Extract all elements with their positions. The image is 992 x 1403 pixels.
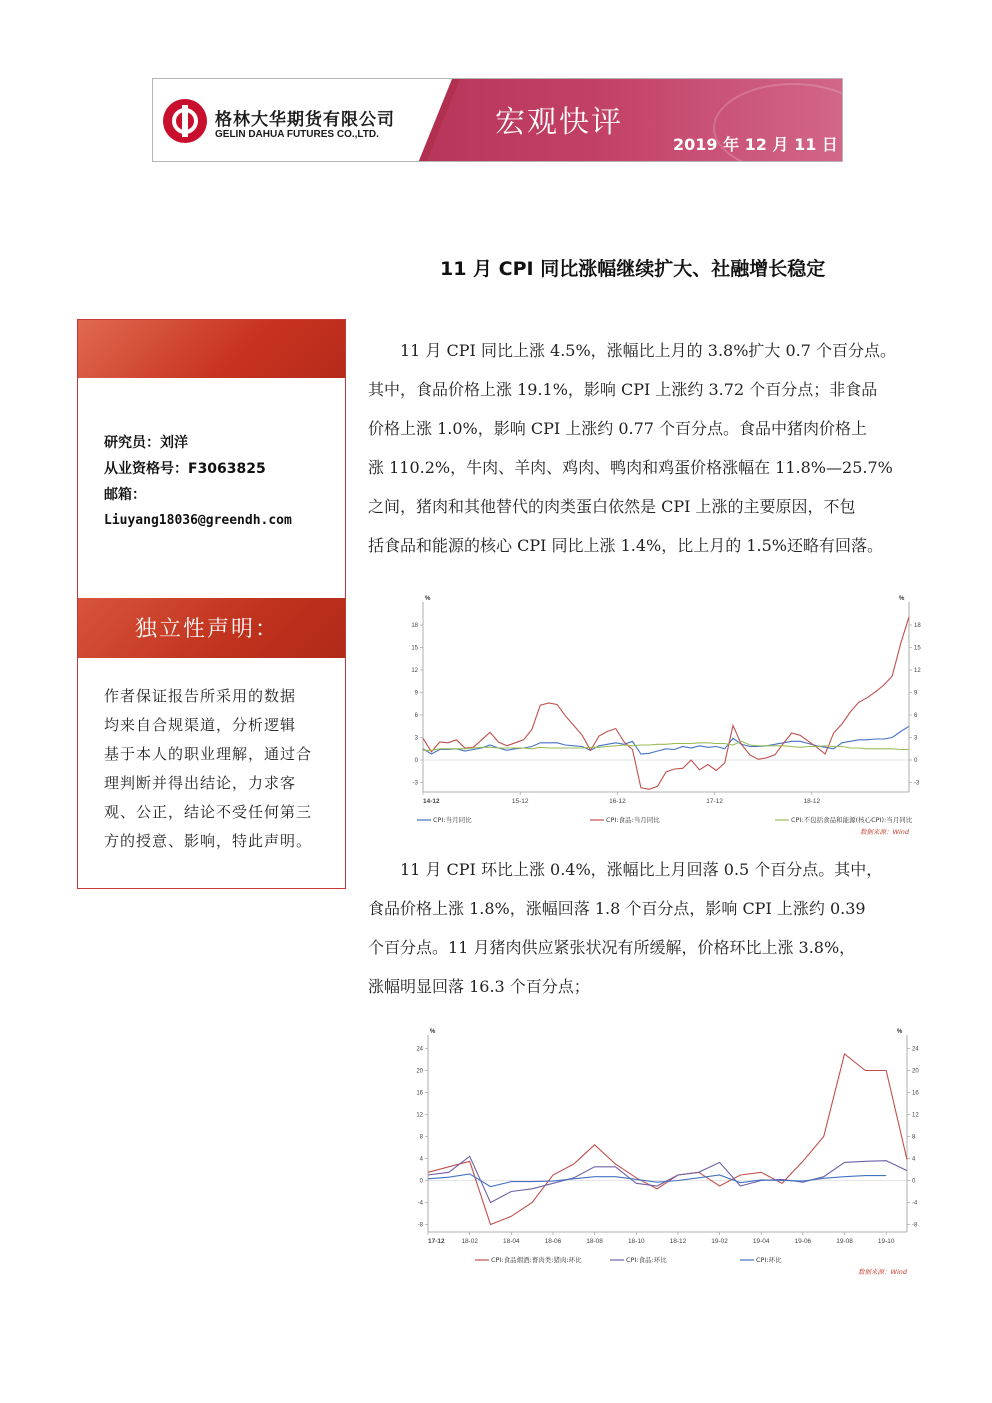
source-note: 数据来源：Wind	[858, 1268, 907, 1276]
unit-label-right: %	[897, 1029, 903, 1035]
company-name-cn: 格林大华期货有限公司	[215, 110, 395, 130]
y-tick-label: 16	[416, 1090, 423, 1097]
declaration-line: 基于本人的职业理解，通过合	[104, 745, 313, 763]
paragraph-line: 之间，猪肉和其他替代的肉类蛋白依然是 CPI 上涨的主要原因，不包	[368, 497, 856, 516]
y-tick-label: 15	[411, 645, 418, 652]
author-info	[104, 430, 292, 534]
y-tick-label: 3	[414, 735, 418, 742]
y-tick-label-right: 24	[912, 1046, 919, 1053]
x-tick-label: 15-12	[511, 798, 529, 805]
y-tick-label-right: 20	[912, 1068, 919, 1075]
license-number: 从业资格号：F3063825	[104, 461, 266, 477]
paragraph-line: 价格上涨 1.0%，影响 CPI 上涨约 0.77 个百分点。食品中猪肉价格上	[368, 419, 868, 438]
x-tick-label: 18-08	[586, 1238, 603, 1245]
y-tick-label: -8	[417, 1222, 423, 1229]
x-tick-label: 17-12	[428, 1238, 445, 1245]
y-tick-label-right: 6	[914, 713, 918, 719]
header-banner	[152, 78, 843, 162]
x-tick-label: 16-12	[609, 798, 626, 805]
report-date: 2019 年 12 月 11 日	[673, 135, 838, 154]
legend-label: CPI:环比	[756, 1256, 782, 1264]
series-line	[423, 617, 909, 790]
paragraph-line: 涨 110.2%，牛肉、羊肉、鸡肉、鸭肉和鸡蛋价格涨幅在 11.8%—25.7%	[368, 458, 893, 477]
x-tick-label: 18-04	[502, 1238, 520, 1245]
y-tick-label-right: 0	[912, 1178, 916, 1185]
x-tick-label: 18-02	[461, 1238, 478, 1245]
legend-label: CPI:当月同比	[433, 816, 472, 824]
x-tick-label: 19-06	[794, 1238, 812, 1245]
declaration-line: 理判断并得出结论，力求客	[104, 774, 297, 792]
paragraph-line: 食品价格上涨 1.8%，涨幅回落 1.8 个百分点，影响 CPI 上涨约 0.39	[368, 899, 866, 918]
x-tick-label: 18-10	[627, 1238, 645, 1245]
legend-label: CPI:食品:环比	[626, 1256, 667, 1264]
declaration-line: 作者保证报告所采用的数据	[104, 687, 297, 705]
y-tick-label: 18	[411, 623, 418, 629]
paragraph-line: 11 月 CPI 同比上涨 4.5%，涨幅比上月的 3.8%扩大 0.7 个百分点。	[368, 341, 897, 360]
series-line	[428, 1156, 907, 1202]
y-tick-label: 24	[416, 1046, 423, 1053]
source-note: 数据来源：Wind	[860, 828, 909, 836]
cpi-yoy-chart-svg	[395, 585, 935, 840]
paragraph-line: 涨幅明显回落 16.3 个百分点；	[368, 977, 590, 996]
x-tick-label: 19-04	[752, 1238, 770, 1245]
y-tick-label: 6	[414, 713, 418, 719]
x-tick-label: 19-02	[711, 1238, 728, 1245]
declaration-text	[104, 682, 324, 856]
y-tick-label-right: 15	[914, 645, 921, 652]
y-tick-label-right: 3	[914, 735, 918, 742]
declaration-line: 观、公正，结论不受任何第三	[104, 803, 313, 821]
legend-label: CPI:不包括食品和能源(核心CPI):当月同比	[791, 816, 913, 824]
x-tick-label: 19-08	[836, 1238, 853, 1245]
y-tick-label: 8	[419, 1134, 423, 1141]
declaration-heading: 独立性声明：	[135, 617, 280, 642]
y-tick-label: -3	[412, 780, 418, 787]
x-tick-label: 17-12	[706, 798, 723, 805]
sidebar-header-bar	[78, 320, 345, 378]
declaration-header	[78, 598, 345, 658]
section-title: 宏观快评	[495, 105, 623, 140]
y-tick-label: 9	[414, 690, 418, 697]
company-name-en: GELIN DAHUA FUTURES CO.,LTD.	[215, 129, 379, 140]
page-title: 11 月 CPI 同比涨幅继续扩大、社融增长稳定	[440, 258, 826, 280]
y-tick-label: 4	[419, 1156, 423, 1163]
paragraph-line: 其中，食品价格上涨 19.1%，影响 CPI 上涨约 3.72 个百分点；非食品	[368, 380, 878, 399]
paragraph-cpi-yoy	[368, 331, 964, 565]
y-tick-label-right: 4	[912, 1156, 916, 1163]
cpi-mom-chart	[400, 1018, 940, 1280]
y-tick-label: 0	[419, 1178, 423, 1185]
y-tick-label-right: 12	[912, 1112, 919, 1119]
paragraph-cpi-mom	[368, 850, 964, 1006]
unit-label-left: %	[425, 596, 431, 602]
x-tick-label: 19-10	[877, 1238, 895, 1245]
y-tick-label-right: 0	[914, 758, 918, 764]
email-link[interactable]: Liuyang18036@greendh.com	[104, 513, 292, 528]
declaration-line: 方的授意、影响，特此声明。	[104, 832, 313, 850]
x-tick-label: 18-06	[544, 1238, 562, 1245]
author-sidebar	[77, 319, 346, 889]
y-tick-label-right: -8	[912, 1222, 918, 1229]
legend-label: CPI:食品:当月同比	[606, 816, 660, 824]
researcher-name: 研究员：刘洋	[104, 435, 188, 451]
y-tick-label-right: 16	[912, 1090, 919, 1097]
y-tick-label: 20	[416, 1068, 423, 1075]
paragraph-line: 括食品和能源的核心 CPI 同比上涨 1.4%，比上月的 1.5%还略有回落。	[368, 536, 883, 555]
company-brand	[153, 79, 453, 162]
y-tick-label-right: 18	[914, 623, 921, 629]
paragraph-line: 11 月 CPI 环比上涨 0.4%，涨幅比上月回落 0.5 个百分点。其中，	[368, 860, 883, 879]
legend-label: CPI:食品烟酒:畜肉类:猪肉:环比	[491, 1256, 582, 1264]
unit-label-right: %	[899, 596, 905, 602]
company-logo-icon	[163, 99, 207, 143]
x-tick-label: 14-12	[423, 798, 440, 805]
x-tick-label: 18-12	[669, 1238, 687, 1245]
y-tick-label: -4	[417, 1200, 423, 1207]
y-tick-label-right: 8	[912, 1134, 916, 1141]
paragraph-line: 个百分点。11 月猪肉供应紧张状况有所缓解，价格环比上涨 3.8%，	[368, 938, 856, 957]
y-tick-label: 0	[414, 758, 418, 764]
unit-label-left: %	[430, 1029, 436, 1035]
y-tick-label-right: -3	[914, 780, 920, 787]
series-line	[428, 1054, 907, 1225]
declaration-line: 均来自合规渠道，分析逻辑	[104, 716, 297, 734]
x-tick-label: 18-12	[803, 798, 821, 805]
y-tick-label: 12	[416, 1112, 423, 1119]
y-tick-label-right: 12	[914, 668, 921, 674]
cpi-mom-chart-svg	[400, 1018, 940, 1280]
email-label: 邮箱：	[104, 487, 146, 503]
y-tick-label-right: 9	[914, 690, 918, 697]
cpi-yoy-chart	[395, 585, 935, 840]
y-tick-label: 12	[411, 668, 418, 674]
y-tick-label-right: -4	[912, 1200, 918, 1207]
